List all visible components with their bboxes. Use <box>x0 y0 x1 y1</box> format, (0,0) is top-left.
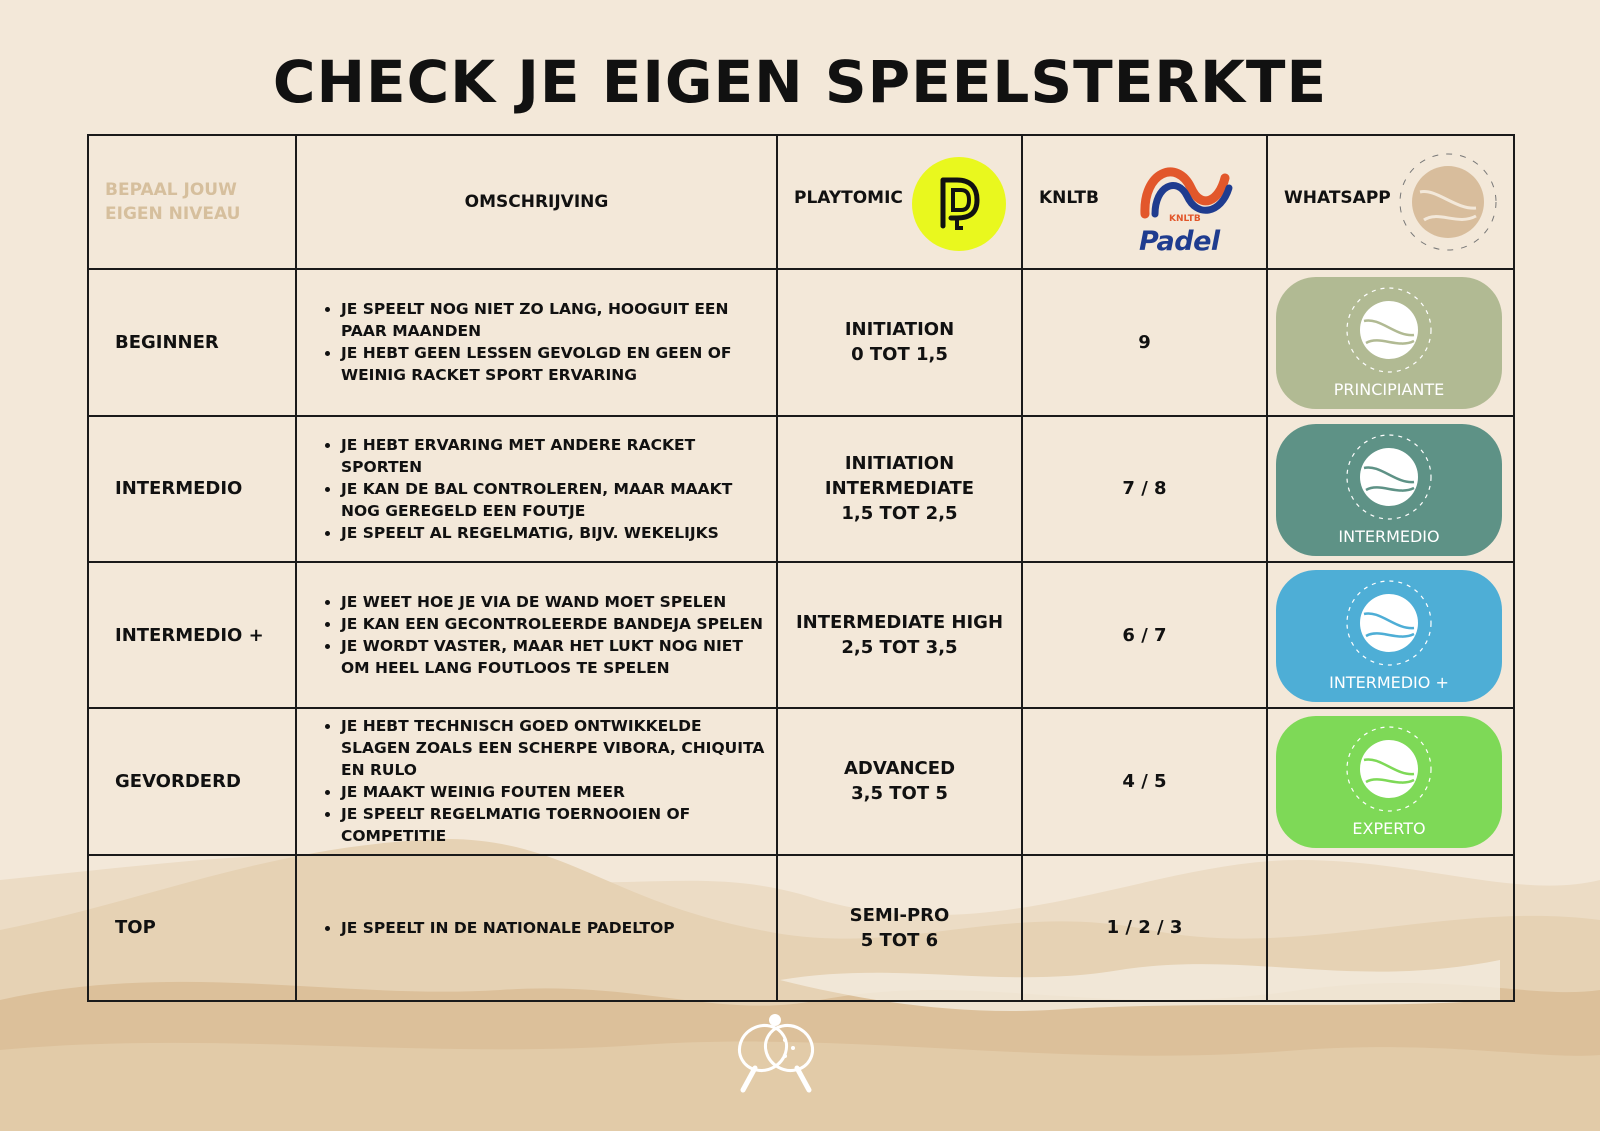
whatsapp-badge-label: PRINCIPIANTE <box>1333 380 1445 400</box>
table-row <box>88 708 1514 854</box>
playtomic-level-line: 0 TOT 1,5 <box>851 344 948 366</box>
page-title: CHECK JE EIGEN SPEELSTERKTE <box>272 48 1328 116</box>
description-item: • JE MAAKT WEINIG FOUTEN MEER <box>341 781 776 803</box>
header-whatsapp <box>1267 135 1514 269</box>
header-level-line-1: BEPAAL JOUW <box>105 180 237 201</box>
header-level <box>88 135 296 269</box>
playtomic-level-line: 5 TOT 6 <box>860 929 939 951</box>
header-level-line-2: EIGEN NIVEAU <box>105 204 241 225</box>
table-header-row <box>88 135 1514 269</box>
description-item: • JE SPEELT IN DE NATIONALE PADELTOP <box>341 917 776 939</box>
knltb-level: 6 / 7 <box>1022 562 1267 708</box>
level-description <box>296 708 777 854</box>
description-item: • JE HEBT ERVARING MET ANDERE RACKET SPORTEN <box>341 434 776 478</box>
whatsapp-badge-label: EXPERTO <box>1352 819 1426 839</box>
table-row <box>88 269 1514 415</box>
table-row <box>88 562 1514 708</box>
playtomic-level <box>777 855 1022 1001</box>
knltb-level: 9 <box>1022 269 1267 415</box>
level-name: GEVORDERD <box>88 708 296 854</box>
whatsapp-badge-label: INTERMEDIO + <box>1329 672 1449 692</box>
description-item: • JE WEET HOE JE VIA DE WAND MOET SPELEN <box>341 591 776 613</box>
whatsapp-badge-experto <box>1276 716 1502 848</box>
whatsapp-badge-label: INTERMEDIO <box>1338 526 1440 546</box>
description-item: • JE HEBT GEEN LESSEN GEVOLGD EN GEEN OF WEINIG RACKET SPORT ERVARING <box>341 342 776 386</box>
header-knltb <box>1022 135 1267 269</box>
knltb-level: 4 / 5 <box>1022 708 1267 854</box>
playtomic-level-line: ADVANCED <box>843 758 956 780</box>
casa-de-padel-ball-icon <box>1344 578 1434 668</box>
playtomic-level-line: INTERMEDIATE HIGH <box>795 612 1004 634</box>
description-item: • JE HEBT TECHNISCH GOED ONTWIKKELDE SLAGEN ZOALS EEN SCHERPE VIBORA, CHIQUITA EN RULO <box>341 715 776 781</box>
playtomic-logo-icon <box>911 156 1007 252</box>
whatsapp-group-cell <box>1267 855 1514 1001</box>
playtomic-level-line: INTERMEDIATE <box>824 478 975 500</box>
header-description: OMSCHRIJVING <box>296 135 777 269</box>
level-name: BEGINNER <box>88 269 296 415</box>
table-row <box>88 855 1514 1001</box>
playtomic-level-line: 2,5 TOT 3,5 <box>841 637 958 659</box>
whatsapp-group-cell <box>1267 416 1514 562</box>
knltb-level: 1 / 2 / 3 <box>1022 855 1267 1001</box>
level-description <box>296 269 777 415</box>
playtomic-level-line: 1,5 TOT 2,5 <box>841 503 958 525</box>
knltb-logo-word: Padel <box>1139 226 1220 257</box>
level-name: TOP <box>88 855 296 1001</box>
casa-de-padel-ball-icon <box>1344 285 1434 375</box>
casa-de-padel-ball-icon <box>1344 724 1434 814</box>
playtomic-level <box>777 416 1022 562</box>
whatsapp-group-cell <box>1267 269 1514 415</box>
knltb-level: 7 / 8 <box>1022 416 1267 562</box>
level-name: INTERMEDIO <box>88 416 296 562</box>
description-item: • JE SPEELT REGELMATIG TOERNOOIEN OF COMPETITIE <box>341 803 776 847</box>
padel-rackets-icon <box>725 1010 825 1100</box>
whatsapp-group-cell <box>1267 562 1514 708</box>
playtomic-level-line: INITIATION <box>844 319 955 341</box>
skill-level-table <box>87 134 1515 1002</box>
description-item: • JE WORDT VASTER, MAAR HET LUKT NOG NIET OM HEEL LANG FOUTLOOS TE SPELEN <box>341 635 776 679</box>
header-whatsapp-label: WHATSAPP <box>1284 188 1391 208</box>
playtomic-level <box>777 708 1022 854</box>
header-playtomic-label: PLAYTOMIC <box>794 188 903 208</box>
level-description <box>296 855 777 1001</box>
whatsapp-group-cell <box>1267 708 1514 854</box>
header-playtomic <box>777 135 1022 269</box>
whatsapp-badge-intermedio <box>1276 424 1502 556</box>
whatsapp-badge-intermedio-plus <box>1276 570 1502 702</box>
table-row <box>88 416 1514 562</box>
description-item: • JE SPEELT NOG NIET ZO LANG, HOOGUIT EEN PAAR MAANDEN <box>341 298 776 342</box>
level-description <box>296 416 777 562</box>
playtomic-level <box>777 269 1022 415</box>
knltb-logo-small-text: KNLTB <box>1169 214 1201 224</box>
description-item: • JE SPEELT AL REGELMATIG, BIJV. WEKELIJKS <box>341 522 776 544</box>
level-description <box>296 562 777 708</box>
playtomic-level-line: INITIATION <box>844 453 955 475</box>
playtomic-level <box>777 562 1022 708</box>
casa-de-padel-ball-icon <box>1344 432 1434 522</box>
header-knltb-label: KNLTB <box>1039 188 1099 208</box>
casa-de-padel-club-seal-icon <box>1396 150 1500 254</box>
playtomic-level-line: SEMI-PRO <box>849 904 950 926</box>
playtomic-level-line: 3,5 TOT 5 <box>851 783 948 805</box>
description-item: • JE KAN EEN GECONTROLEERDE BANDEJA SPELEN <box>341 613 776 635</box>
whatsapp-badge-principiante <box>1276 277 1502 409</box>
level-name: INTERMEDIO + <box>88 562 296 708</box>
description-item: • JE KAN DE BAL CONTROLEREN, MAAR MAAKT NOG GEREGELD EEN FOUTJE <box>341 478 776 522</box>
